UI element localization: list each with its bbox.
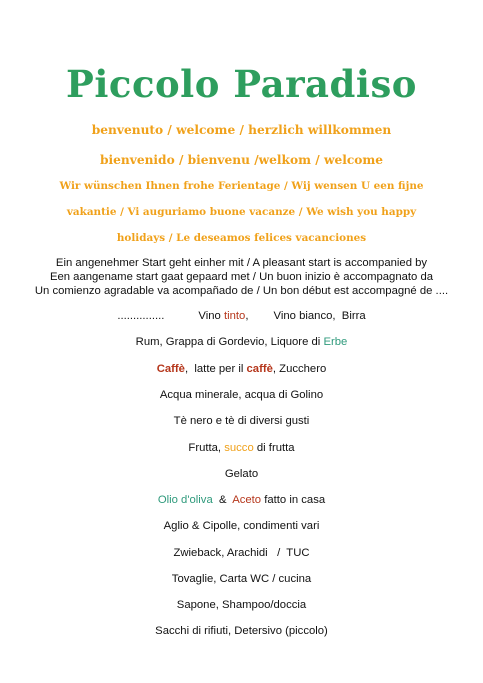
list-item-oil <box>0 494 483 506</box>
coffee-caffe-1: Caffè <box>156 363 185 375</box>
welcome-line-4: vakantie / Vi auguriamo buone vacanze / We wish you happy <box>66 206 417 218</box>
wine-rest: , Vino bianco, Birra <box>245 310 366 322</box>
oil-olio: Olio d'oliva <box>157 494 213 506</box>
oil-rest: fatto in casa <box>261 494 326 506</box>
list-item-spirits <box>0 336 483 348</box>
list-item-bags: Sacchi di rifiuti, Detersivo (piccolo) <box>155 625 328 637</box>
fruit-rest: di frutta <box>253 442 295 454</box>
list-item-garlic: Aglio & Cipolle, condimenti vari <box>163 520 320 532</box>
wine-tinto: tinto <box>223 310 246 322</box>
intro-line-3: Un comienzo agradable va acompañado de / Un bon début est accompagné de .... <box>34 285 449 297</box>
list-item-paper: Tovaglie, Carta WC / cucina <box>171 573 312 585</box>
intro-line-1: Ein angenehmer Start geht einher mit / A pleasant start is accompanied by <box>55 257 428 269</box>
spirits-text: Rum, Grappa di Gordevio, Liquore di <box>135 336 324 348</box>
wine-dots: ............... <box>117 310 165 322</box>
welcome-line-2: bienvenido / bienvenu /welkom / welcome <box>99 153 384 167</box>
welcome-line-1: benvenuto / welcome / herzlich willkommen <box>91 123 392 137</box>
fruit-succo: succo <box>224 442 254 454</box>
list-item-coffee <box>0 363 483 375</box>
oil-amp: & <box>212 494 233 506</box>
list-item-fruit <box>0 442 483 454</box>
fruit-start: Frutta, <box>188 442 225 454</box>
spirits-erbe: Erbe <box>323 336 348 348</box>
intro-line-2: Een aangename start gaat gepaard met / Un buon inizio è accompagnato da <box>49 271 434 283</box>
welcome-line-3: Wir wünschen Ihnen frohe Ferientage / Wij wensen U een fijne <box>59 180 424 192</box>
list-item-water: Acqua minerale, acqua di Golino <box>159 389 324 401</box>
list-item-snacks: Zwieback, Arachidi / TUC <box>173 547 310 559</box>
list-item-wine <box>0 310 483 322</box>
page-title: Piccolo Paradiso <box>66 62 417 106</box>
list-item-gelato: Gelato <box>224 468 259 480</box>
wine-vino: Vino <box>198 310 224 322</box>
coffee-caffe-2: caffè <box>246 363 273 375</box>
list-item-soap: Sapone, Shampoo/doccia <box>176 599 307 611</box>
list-item-tea: Tè nero e tè di diversi gusti <box>173 415 310 427</box>
coffee-rest: , Zucchero <box>272 363 327 375</box>
oil-aceto: Aceto <box>232 494 262 506</box>
welcome-line-5: holidays / Le deseamos felices vacanciones <box>116 232 367 244</box>
coffee-mid: , latte per il <box>184 363 247 375</box>
